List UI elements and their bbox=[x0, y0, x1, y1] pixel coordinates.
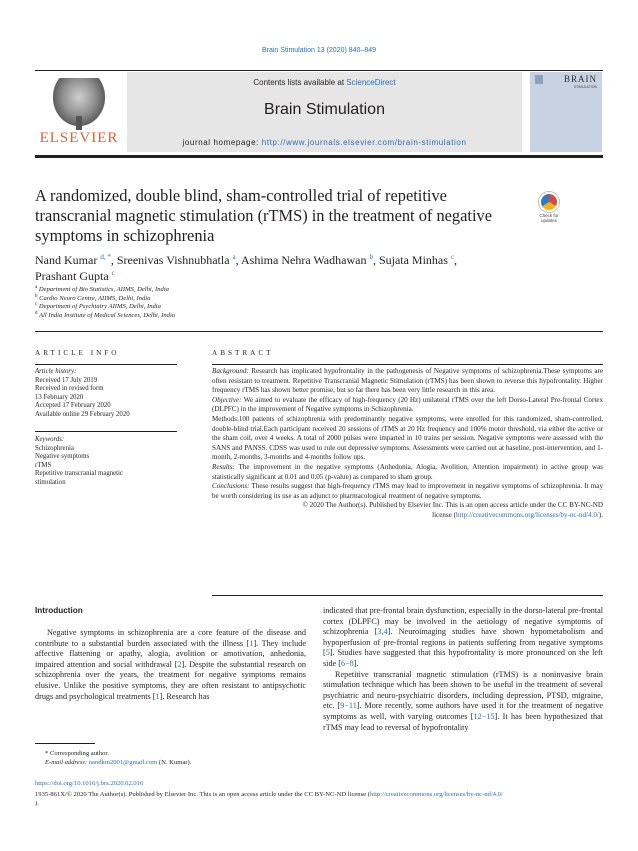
reference-link[interactable]: 12−15 bbox=[473, 711, 495, 721]
check-for-updates-badge[interactable] bbox=[533, 192, 565, 222]
author-name: Sreenivas Vishnubhatla bbox=[116, 253, 230, 267]
reference-link[interactable]: 2 bbox=[177, 659, 182, 669]
abstract-rule bbox=[212, 364, 603, 365]
author-list: Nand Kumar $^{d, *}$, Sreenivas Vishnubhatla $^a$, Ashima Nehra Wadhawan $^b$, Sujata Minhas $^c$, Prashant Gupta $^c$ bbox=[35, 253, 458, 283]
license-link[interactable]: http://creativecommons.org/licenses/by-nc-nd/4.0/ bbox=[455, 510, 599, 519]
reference-link[interactable]: 1 bbox=[249, 638, 254, 648]
elsevier-wordmark: ELSEVIER bbox=[39, 130, 119, 146]
cover-subtitle: STIMULATION bbox=[573, 85, 597, 89]
abstract-license: license (http://creativecommons.org/licenses/by-nc-nd/4.0/). bbox=[432, 510, 603, 519]
article-info-rule bbox=[35, 364, 177, 365]
keyword-item: Repetitive transcranial magnetic bbox=[35, 470, 123, 478]
corresponding-author-note: * Corresponding author. bbox=[45, 750, 109, 757]
history-item: Accepted 17 February 2020 bbox=[35, 402, 111, 410]
affiliation-rule bbox=[35, 331, 603, 332]
crossmark-icon bbox=[539, 192, 559, 212]
abstract-bottom-rule bbox=[212, 595, 603, 596]
reference-link[interactable]: 9−11 bbox=[340, 701, 357, 711]
header-thick-rule bbox=[35, 155, 603, 158]
abstract-conclusions: Conclusions: These results suggest that high-frequency rTMS may lead to improvement in negative symptoms of schizophrenia. It may be worth considering its use as an adjunct to pharmacological treatment of negative symptoms. bbox=[212, 482, 603, 500]
journal-homepage-line bbox=[127, 138, 522, 147]
keyword-item: Negative symptoms bbox=[35, 453, 90, 461]
abstract-heading: ABSTRACT bbox=[212, 349, 274, 357]
crossmark-label: Check for updates bbox=[539, 213, 559, 223]
abstract-body bbox=[212, 367, 603, 521]
keyword-item: rTMS bbox=[35, 461, 52, 469]
abstract-background: Background: Research has implicated hypofrontality in the pathogenesis of Negative symptoms of schizophrenia.These symptoms are often resistant to treatment. Repetitive Transcranial Magnetic Stimulation (rTMS) has been shown to reverse this hypofrontality. Higher frequency rTMS has shown better promise, but so far there has been very little research in this area. bbox=[212, 367, 603, 395]
author-affiliation-marker[interactable]: c bbox=[111, 269, 115, 277]
reference-link[interactable]: 5 bbox=[325, 648, 330, 658]
keyword-item: Schizophrenia bbox=[35, 444, 74, 452]
body-paragraph: Repetitive transcranial magnetic stimulation (rTMS) is a noninvasive brain stimulation technique which has been shown to be useful in the treatment of several psychiatric and neuro-psychiatric disorders, including depression, PTSD, migraine, etc. [9−11]. More recently, some authors have used it for the treatment of negative symptoms as well, with varying outcomes [12−15]. It has been hypothesized that rTMS may lead to reversal of hypofrontality bbox=[323, 669, 603, 732]
header-top-rule bbox=[35, 70, 603, 71]
reference-link[interactable]: 6−8 bbox=[340, 658, 354, 668]
body-column-left bbox=[35, 628, 306, 702]
homepage-link[interactable]: http://www.journals.elsevier.com/brain-stimulation bbox=[261, 138, 467, 147]
footnote-rule bbox=[35, 743, 95, 744]
reference-link[interactable]: 3,4 bbox=[377, 627, 388, 637]
author-affiliation-marker[interactable]: b bbox=[369, 253, 373, 261]
homepage-prefix: journal homepage: bbox=[182, 138, 262, 147]
body-paragraph: Negative symptoms in schizophrenia are a core feature of the disease and contribute to a substantial burden associated with the illness [1]. They include affective flattening or apathy, alogia, avolition or amotivation, anhedonia, impaired attention and social withdrawal [2]. Despite the substantial research on schizophrenia over the years, the treatment for negative symptoms remains elusive. Unlike the positive symptoms, they are often resistant to antipsychotic drugs and psychological treatments [1]. Research has bbox=[35, 628, 307, 701]
author-name: Sujata Minhas bbox=[378, 253, 448, 267]
author-affiliation-marker[interactable]: d, * bbox=[100, 253, 111, 261]
cover-title: BRAIN bbox=[563, 74, 597, 84]
email-link[interactable]: nandkm2001@gmail.com bbox=[88, 758, 158, 766]
issn-license-line: 1935-861X/© 2020 The Author(s). Published by Elsevier Inc. This is an open access article under the CC BY-NC-ND license (http://creativecommons.org/licenses/by-nc-nd/4.0/ ). bbox=[35, 791, 503, 807]
reference-link[interactable]: 1 bbox=[155, 691, 160, 701]
keywords-list bbox=[35, 436, 185, 488]
author-name: Nand Kumar bbox=[35, 253, 98, 267]
author-name: Prashant Gupta bbox=[35, 269, 109, 283]
section-heading: Introduction bbox=[35, 606, 83, 615]
affiliation-item: $^c$ Department of Psychiatry AIIMS, Delhi, India bbox=[35, 302, 161, 310]
abstract-methods: Methods:100 patients of schizophrenia with predominantly negative symptoms, were enrolled for this randomized, sham-controlled, double-blind trial.Each participant received 20 sessions of rTMS at 20 Hz frequency and 100% motor threshold, via either the active or the sham coil, over 4 weeks. A total of 2000 pulses were imparted in 10 trains per session. Negative symptoms were assessed with the SANS and PANSS. CDSS was used to rule out depressive symptoms. Assessments were carried out at baseline, post-intervention, and 1-month, 2-months, 3-months and 4-months follow ups. bbox=[212, 414, 603, 462]
abstract-copyright: © 2020 The Author(s). Published by Elsevier Inc. This is an open access article under the CC BY-NC-ND bbox=[302, 501, 603, 510]
body-column-right bbox=[323, 606, 603, 733]
author-name: Ashima Nehra Wadhawan bbox=[241, 253, 367, 267]
keyword-item: stimulation bbox=[35, 478, 66, 486]
keywords-rule bbox=[35, 431, 177, 432]
history-item: 13 February 2020 bbox=[35, 393, 84, 401]
author-affiliation-marker[interactable]: c bbox=[450, 253, 455, 261]
article-history bbox=[35, 368, 185, 420]
journal-cover-thumbnail[interactable] bbox=[530, 72, 602, 152]
history-item: Available online 29 February 2020 bbox=[35, 410, 130, 418]
journal-title: Brain Stimulation bbox=[264, 101, 385, 118]
body-paragraph: indicated that pre-frontal brain dysfunction, especially in the dorso-lateral pre-frontal cortex (DLPFC) may be involved in the aetiology of negative symptoms of schizophrenia [3,4]. Neuroimaging studies have shown hypometabolism and hypoperfusion of pre-frontal regions in patients suffering from negative symptoms [5]. Studies have suggested that this hypofrontality is more pronounced on the left side [6−8]. bbox=[323, 606, 604, 668]
affiliation-item: $^a$ Department of Bio Statistics, AIIMS, Delhi, India bbox=[35, 285, 169, 293]
doi-link[interactable]: https://doi.org/10.1016/j.brs.2020.02.016 bbox=[35, 780, 144, 787]
keywords-label: Keywords: bbox=[35, 436, 65, 443]
abstract-results: Results: The improvement in the negative symptoms (Anhedonia, Alogia, Avolition, Attention impairment) in active group was statistically significant at 0.01 and 0.05 (p-value) as compared to sham group. bbox=[212, 462, 603, 481]
footnote bbox=[35, 750, 315, 767]
tree-trunk-icon bbox=[76, 116, 82, 130]
affiliation-item: $^d$ All India Institute of Medical Sciences, Delhi, India bbox=[35, 310, 176, 319]
contents-line bbox=[127, 78, 522, 87]
cover-logo-icon bbox=[535, 75, 543, 84]
history-label: Article history: bbox=[35, 368, 77, 375]
article-title: A randomized, double blind, sham-controlled trial of repetitive transcranial magnetic stimulation (rTMS) in the treatment of negative symptoms in schizophrenia bbox=[35, 186, 492, 245]
affiliation-item: $^b$ Cardio Neuro Centre, AIIMS, Delhi, India bbox=[35, 293, 151, 302]
contents-prefix: Contents lists available at bbox=[253, 78, 347, 87]
author-affiliation-marker[interactable]: a bbox=[232, 253, 236, 261]
article-info-heading: ARTICLE INFO bbox=[35, 349, 120, 357]
history-item: Received 17 July 2019 bbox=[35, 376, 98, 384]
elsevier-logo bbox=[35, 72, 123, 152]
affiliation-list bbox=[35, 286, 595, 320]
email-line: E-mail address: nandkm2001@gmail.com (N. Kumar). bbox=[45, 758, 192, 766]
history-item: Received in revised form bbox=[35, 385, 104, 393]
abstract-objective: Objective: We aimed to evaluate the efficacy of high-frequency (20 Hz) unilateral rTMS over the left Dorso-Lateral Pre-frontal Cortex (DLPFC) in the improvement of Negative symptoms in Schizophrenia. bbox=[212, 395, 603, 414]
sciencedirect-link[interactable]: ScienceDirect bbox=[346, 78, 396, 87]
journal-citation[interactable]: Brain Stimulation 13 (2020) 840–849 bbox=[261, 47, 377, 54]
footer-license-link[interactable]: http://creativecommons.org/licenses/by-nc-nd/4.0/ bbox=[369, 791, 503, 798]
